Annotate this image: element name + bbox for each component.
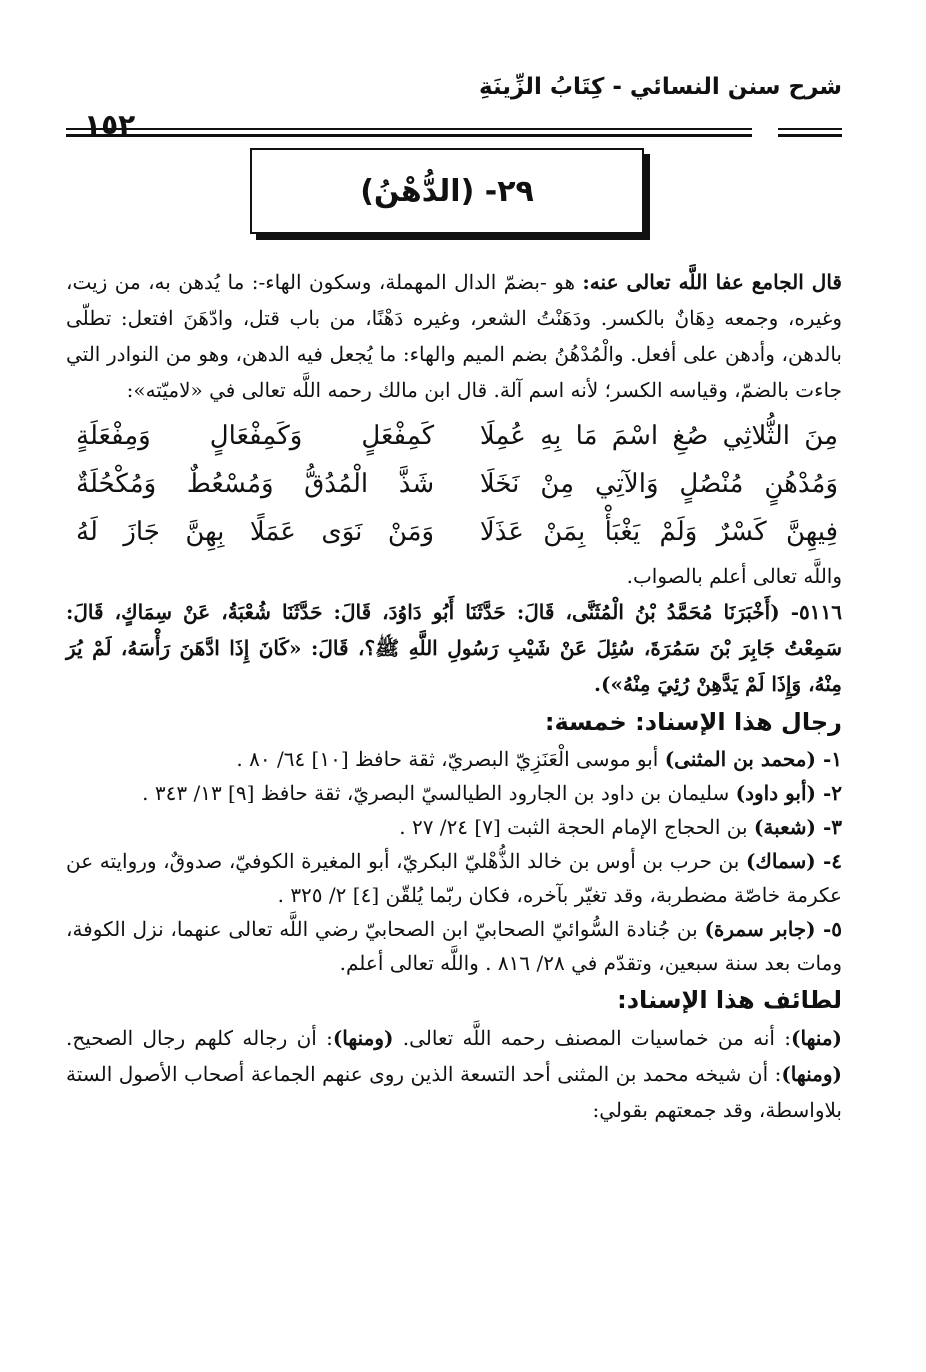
- narrator-text: بن جُنادة السُّوائيّ الصحابيّ ابن الصحابيّ رضي اللَّه تعالى عنهما، نزل الكوفة، ومات بعد سنة سبعين، وتقدّم في ٢٨/ ٨١٦ . واللَّه تعالى أعلم.: [66, 917, 842, 975]
- chapter-title: ٢٩- (الدُّهْنُ): [360, 173, 534, 209]
- poem-hemistich-right: وَمُدْهُنٍ مُنْصُلٍ وَالآتِي مِنْ نَخَلَا: [479, 469, 838, 499]
- header-rule-short: [778, 128, 842, 138]
- subtlety-label: (ومنها): [781, 1062, 842, 1086]
- poem-hemistich-left: وَمَنْ نَوَى عَمَلًا بِهِنَّ جَازَ لَهُ: [76, 517, 435, 547]
- narrator-entry: [66, 742, 842, 776]
- subtlety-label: (منها): [791, 1026, 843, 1050]
- narrator-label: ٢- (أبو داود): [735, 781, 842, 805]
- intro-paragraph: [66, 264, 842, 408]
- poem-verse: [66, 412, 842, 460]
- page-number: ١٥٢: [84, 108, 136, 141]
- subtlety-text: : أن شيخه محمد بن المثنى أحد التسعة الذين روى عنهم الجماعة أصحاب الأصول الستة بلاواسطة، وقد جمعتهم بقولي:: [66, 1062, 842, 1122]
- poem-hemistich-right: فِيهِنَّ كَسْرٌ وَلَمْ يَغْبَأْ بِمَنْ عَذَلَا: [479, 517, 838, 547]
- narrator-text: سليمان بن داود بن الجارود الطيالسيّ البصريّ، ثقة حافظ [٩] ١٣/ ٣٤٣ .: [142, 781, 736, 805]
- chapter-title-box: [250, 148, 644, 234]
- intro-text: هو -بضمّ الدال المهملة، وسكون الهاء-: ما يُدهن به، من زيت، وغيره، وجمعه دِهَانٌ بالكسر. ودَهَنْتُ الشعر، وغيره دَهْنًا، من باب قتل، وادّهَنَ افتعل: تطلّى بالدهن، وأدهن على أفعل. والْمُدْهُنُ بضم الميم والهاء: ما يُجعل فيه الدهن، وهو من النوادر التي جاءت بالضمّ، وقياسه الكسر؛ لأنه اسم آلة. قال ابن مالك رحمه اللَّه تعالى في «لاميّته»:: [66, 270, 842, 402]
- header-rule-long: [66, 128, 752, 138]
- narrator-label: ٣- (شعبة): [753, 815, 842, 839]
- hadith-text: ٥١١٦- (أَخْبَرَنَا مُحَمَّدُ بْنُ الْمُثَنَّى، قَالَ: حَدَّثَنَا أَبُو دَاوُدَ، قَالَ: حَدَّثَنَا شُعْبَةُ، عَنْ سِمَاكٍ، قَالَ: سَمِعْتُ جَابِرَ بْنَ سَمُرَةَ، سُئِلَ عَنْ شَيْبِ رَسُولِ اللَّهِ ﷺ؟، قَالَ: «كَانَ إِذَا ادَّهَنَ رَأْسَهُ، لَمْ يُرَ مِنْهُ، وَإِذَا لَمْ يَدَّهِنْ رُئِيَ مِنْهُ»).: [66, 600, 842, 696]
- narrator-entry: [66, 912, 842, 980]
- narrators-heading: رجال هذا الإسناد: خمسة:: [544, 708, 842, 736]
- book-page: [66, 54, 842, 1344]
- main-content: [66, 264, 842, 1128]
- narrator-entry: [66, 810, 842, 844]
- poem-verse: [66, 508, 842, 556]
- subtlety-text: : أنه من خماسيات المصنف رحمه اللَّه تعالى.: [393, 1026, 792, 1050]
- poem-hemistich-right: مِنَ الثُّلاثِي صُغِ اسْمَ مَا بِهِ عُمِلَا: [479, 421, 838, 451]
- intro-speaker: قال الجامع عفا اللَّه تعالى عنه:: [582, 270, 842, 294]
- poem-closing: واللَّه تعالى أعلم بالصواب.: [626, 564, 842, 588]
- running-header: [66, 70, 842, 141]
- poem: [66, 412, 842, 556]
- subtlety-text: : أن رجاله كلهم رجال الصحيح.: [66, 1026, 333, 1050]
- narrator-entry: [66, 844, 842, 912]
- poem-hemistich-left: شَذَّ الْمُدُقُّ وَمُسْعُطٌ وَمُكْحُلَةٌ: [76, 469, 435, 499]
- narrator-label: ٥- (جابر سمرة): [704, 917, 842, 941]
- narrator-text: أبو موسى الْعَنَزِيّ البصريّ، ثقة حافظ [١٠] ٦٤/ ٨٠ .: [236, 747, 665, 771]
- narrator-entry: [66, 776, 842, 810]
- narrator-label: ٤- (سماك): [745, 849, 842, 873]
- narrator-text: بن الحجاج الإمام الحجة الثبت [٧] ٢٤/ ٢٧ .: [399, 815, 754, 839]
- poem-verse: [66, 460, 842, 508]
- subtleties-heading: لطائف هذا الإسناد:: [617, 986, 842, 1014]
- subtleties-paragraph: [66, 1020, 842, 1128]
- narrator-text: بن حرب بن أوس بن خالد الذُّهْليّ البكريّ، أبو المغيرة الكوفيّ، صدوقٌ، وروايته عن عكرمة خاصّة مضطربة، وقد تغيّر بآخره، فكان ربّما يُلقّن [٤] ٢/ ٣٢٥ .: [66, 849, 842, 907]
- poem-hemistich-left: كَمِفْعَلٍ وَكَمِفْعَالٍ وَمِفْعَلَةٍ: [76, 421, 435, 451]
- narrator-label: ١- (محمد بن المثنى): [664, 747, 842, 771]
- header-title: شرح سنن النسائي - كِتَابُ الزِّينَةِ: [479, 74, 842, 100]
- subtlety-label: (ومنها): [332, 1026, 394, 1050]
